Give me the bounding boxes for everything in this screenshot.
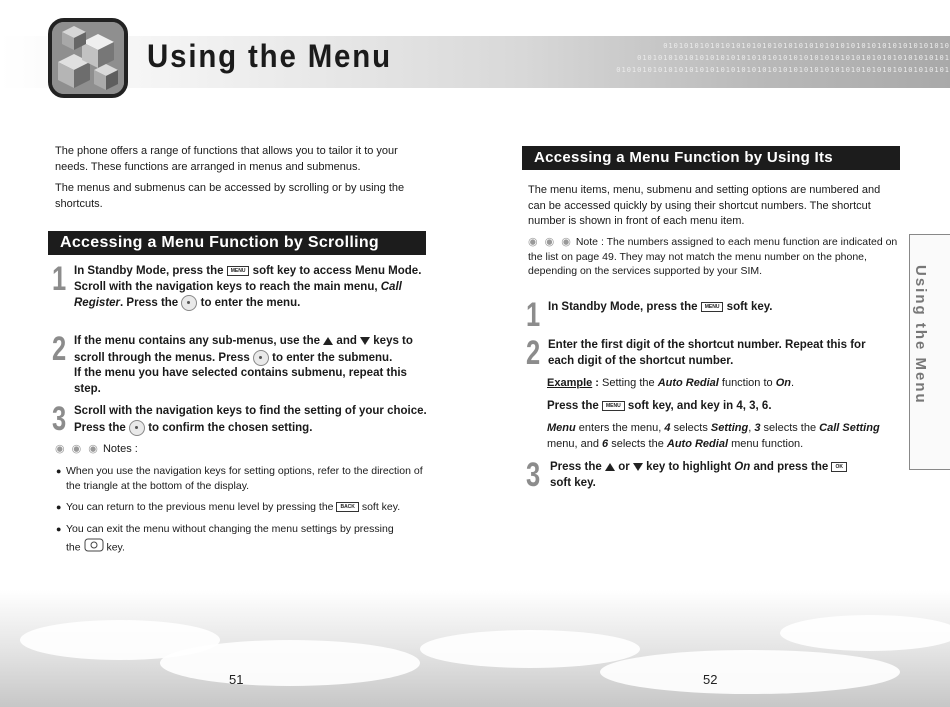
step-text: to confirm the chosen setting.: [148, 421, 313, 434]
section-heading-scrolling: Accessing a Menu Function by Scrolling: [48, 231, 426, 255]
intro-paragraph: The phone offers a range of functions that allows you to tailor it to your needs. These functions are arranged in menus and submenus.: [55, 145, 398, 173]
step-number: 1: [52, 260, 67, 298]
menu-key-icon: MENU: [227, 266, 250, 276]
step-1-left: [52, 260, 427, 312]
intro-paragraph: The menus and submenus can be accessed by scrolling or by using the shortcuts.: [55, 182, 405, 210]
step-text: and: [336, 335, 357, 347]
step-number: 3: [526, 456, 541, 494]
step-number: 1: [526, 296, 541, 334]
ok-button-icon: [253, 350, 269, 366]
notes-dots-icon: ◉ ◉ ◉: [55, 443, 100, 455]
end-key-icon: [84, 537, 104, 558]
note-bullet: ● You can return to the previous menu level by pressing the BACK soft key.: [66, 500, 426, 515]
cubes-icon: [52, 22, 124, 94]
menu-explanation: Menu enters the menu, 4 selects Setting, 3 selects the Call Setting menu, and 6 selects the Auto Redial menu function.: [547, 422, 880, 450]
note-dots-icon: ◉ ◉ ◉: [528, 236, 573, 248]
page-number-left: 51: [229, 672, 244, 687]
step-text: . Press the: [120, 297, 179, 310]
step-number: 2: [52, 330, 67, 368]
menu-key-icon: MENU: [701, 302, 724, 312]
ok-key-icon: OK: [831, 462, 847, 472]
bottom-cloud-band: [0, 590, 950, 707]
step-3-left: [52, 400, 427, 438]
shortcut-note: [528, 235, 900, 279]
note-bullet: ● You can exit the menu without changing the menu settings by pressing the key.: [66, 522, 396, 558]
up-arrow-icon: [605, 463, 615, 471]
binary-decoration: 010101010101010101010101010101010101010101010101010101010101: [637, 54, 950, 62]
step-text: Scroll with the navigation keys to find the setting of your choice. Press the: [74, 405, 427, 434]
example-line: Example : Setting the Auto Redial function to On.: [547, 377, 795, 389]
step-text: to enter the submenu.: [272, 351, 393, 364]
step-1-right: [526, 296, 901, 334]
left-intro: [55, 144, 425, 212]
page-title: Using the Menu: [147, 38, 392, 74]
header-band: [0, 36, 950, 88]
notes-label: Notes :: [102, 443, 138, 455]
section-heading-shortcut: Accessing a Menu Function by Using Its Shortcut: [522, 146, 900, 170]
step-2-left: [52, 330, 427, 397]
step-text: soft key to access Menu Mode. Scroll with the navigation keys to reach the main menu,: [74, 265, 422, 293]
side-tab: [909, 234, 950, 470]
notes-header: [55, 442, 425, 458]
menu-name: Call Register: [74, 280, 402, 310]
step-3-right: 3 Press the or key to highlight On and press the OK soft key.: [526, 460, 856, 491]
binary-decoration: 0101010101010101010101010101010101010101010101010101010: [663, 42, 950, 50]
note-text: Note : The numbers assigned to each menu function are indicated on the list on page 49. They may not match the menu number on the phone, depending on the services supported by your SIM.: [528, 236, 898, 277]
step-number: 3: [52, 400, 67, 438]
page-number-right: 52: [703, 672, 718, 687]
note-bullet: ● When you use the navigation keys for setting options, refer to the direction of the triangle at the bottom of the display.: [66, 464, 426, 494]
step-2-right: 2 Enter the first digit of the shortcut number. Repeat this for each digit of the shortcut number.: [526, 334, 866, 372]
side-tab-label: Using the Menu: [912, 265, 929, 405]
menu-cubes-logo: [48, 18, 128, 98]
menu-key-icon: MENU: [602, 401, 625, 411]
step-text: If the menu contains any sub-menus, use the: [74, 335, 321, 347]
step-text: keys to scroll through the menus. Press: [74, 335, 413, 364]
step-text: to enter the menu.: [200, 297, 301, 310]
up-arrow-icon: [323, 337, 333, 345]
step-text: If the menu you have selected contains submenu, repeat this step.: [74, 367, 407, 395]
press-line: Press the MENU soft key, and key in 4, 3, 6.: [547, 400, 772, 412]
back-key-icon: BACK: [336, 502, 358, 512]
down-arrow-icon: [633, 463, 643, 471]
step-number: 2: [526, 334, 541, 372]
step-text: soft key.: [726, 301, 773, 313]
ok-button-icon: [181, 295, 197, 311]
down-arrow-icon: [360, 337, 370, 345]
binary-decoration: 0101010101010101010101010101010101010101010101010101010101010101: [616, 66, 950, 74]
step-text: In Standby Mode, press the: [74, 265, 224, 277]
intro-paragraph: The menu items, menu, submenu and setting options are numbered and can be accessed quickly by using their shortcut numbers. The shortcut number is shown in front of each menu item.: [528, 184, 881, 227]
ok-button-icon: [129, 420, 145, 436]
step-text: In Standby Mode, press the: [548, 301, 698, 313]
right-intro: [528, 183, 900, 230]
